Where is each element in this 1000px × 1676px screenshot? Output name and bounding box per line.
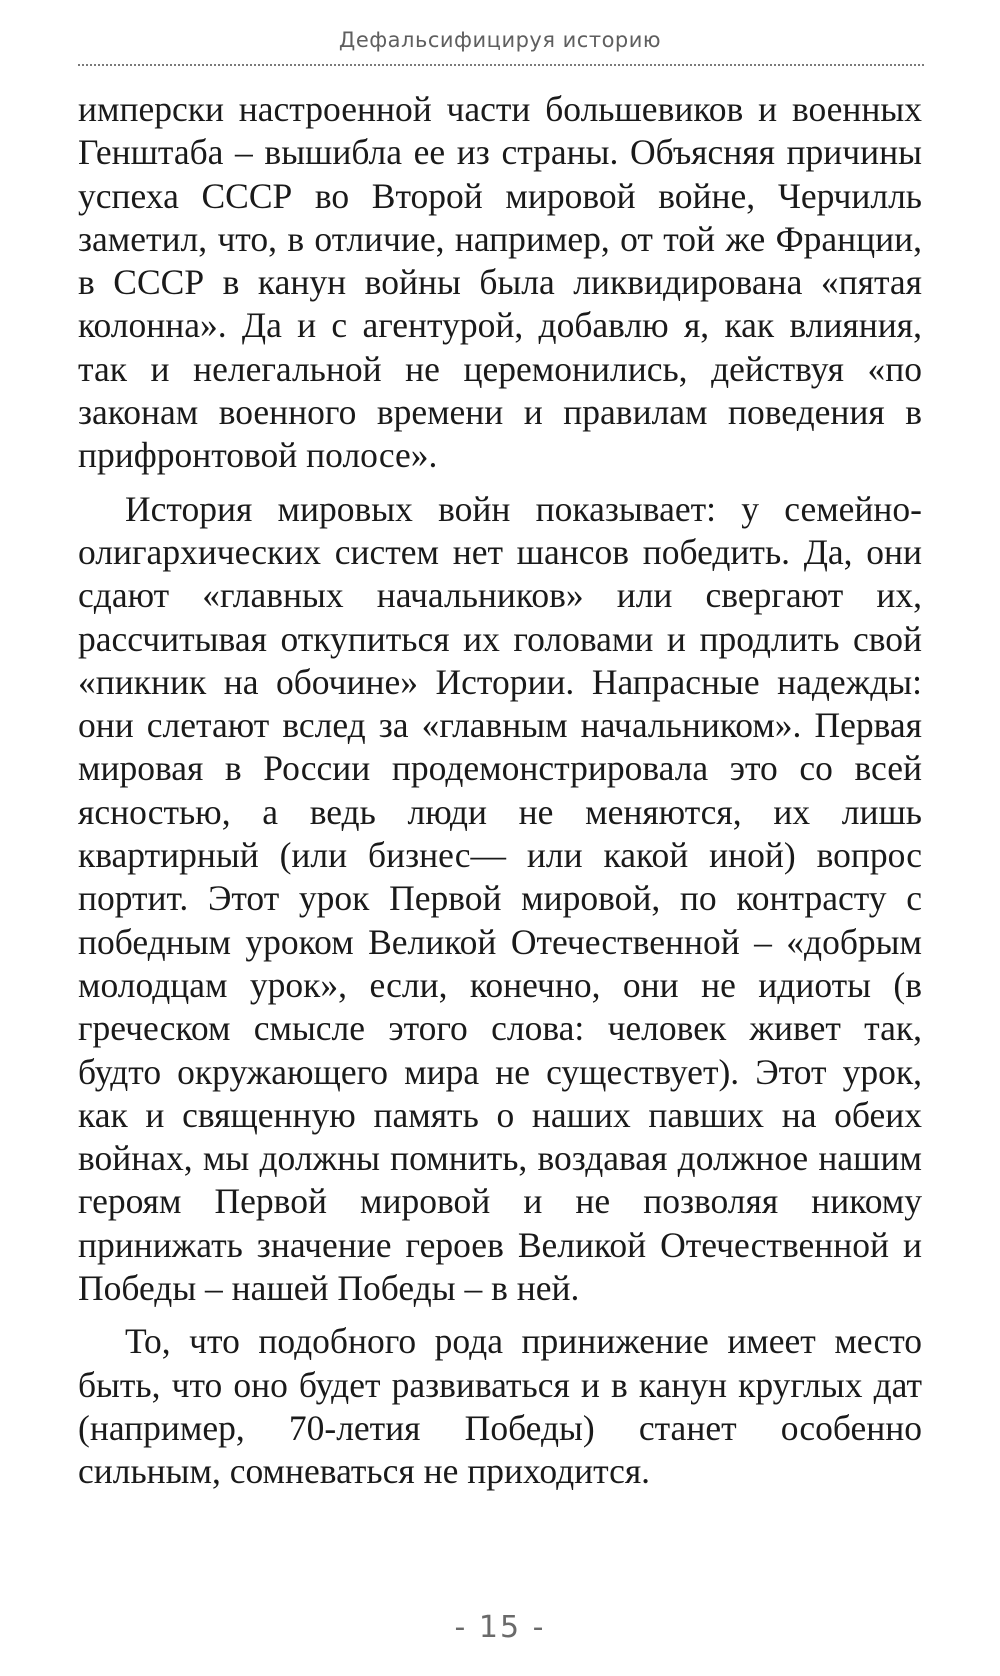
- paragraph-1: имперски настроенной части большевиков и военных Генштаба – вышибла ее из страны. Объясняя причины успеха СССР во Второй мировой войне, Черчилль заметил, что, в отличие, например, от той же Франции, в СССР в канун войны была ликвидирована «пятая колонна». Да и с агентурой, добавлю я, как влияния, так и нелегальной не церемонились, действуя «по законам военного времени и правилам поведения в прифронтовой полосе».: [78, 89, 922, 476]
- paragraph-3: То, что подобного рода принижение имеет место быть, что оно будет развиваться и в канун круглых дат (например, 70-летия Победы) станет особенно сильным, сомневаться не приходится.: [78, 1321, 922, 1492]
- running-head-title: Дефальсифицируя историю: [338, 28, 662, 52]
- header-rule: [78, 64, 924, 66]
- paragraph-2: История мировых войн показывает: у семейно-олигархических систем нет шансов победить. Да, они сдают «главных начальников» или свергают их, рассчитывая откупиться их головами и продлить свой «пикник на обочине» Истории. Напрасные надежды: они слетают вслед за «главным начальником». Первая мировая в России продемонстрировала это со всей ясностью, а ведь люди не меняются, их лишь квартирный (или бизнес— или какой иной) вопрос портит. Этот урок Первой мировой, по контрасту с победным уроком Великой Отечественной – «добрым молодцам урок», если, конечно, они не идиоты (в греческом смысле этого слова: человек живет так, будто окружающего мира не существует). Этот урок, как и священную память о наших павших на обеих войнах, мы должны помнить, воздавая должное нашим героям Первой мировой и не позволяя никому принижать значение героев Великой Отечественной и Победы – нашей Победы – в ней.: [78, 488, 922, 1309]
- body-text: [78, 88, 922, 1494]
- page-number: - 15 -: [454, 1610, 546, 1645]
